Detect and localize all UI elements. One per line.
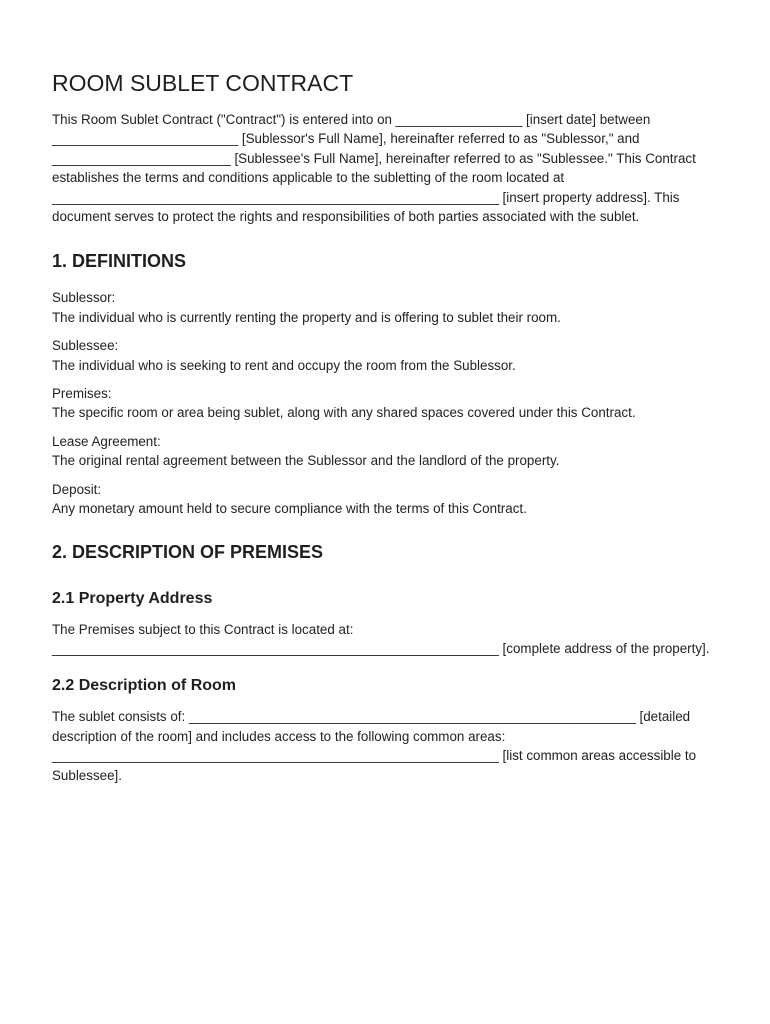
room-description-paragraph: The sublet consists of: ____________________________________________________________ [detailed description of the room] and includes access to the following common areas: ____________________________________________________________ [list common areas accessible to Sublessee]. [52, 709, 697, 783]
definition-deposit [52, 480, 718, 519]
document-title: ROOM SUBLET CONTRACT [52, 70, 354, 96]
definition-sublessee [52, 336, 718, 375]
definition-term: Deposit: [52, 481, 102, 497]
definitions-heading: 1. DEFINITIONS [52, 251, 187, 272]
definition-text: The specific room or area being sublet, along with any shared spaces covered under this Contract. [52, 405, 636, 421]
definition-text: The individual who is seeking to rent and occupy the room from the Sublessor. [52, 357, 516, 373]
definition-sublessor [52, 288, 718, 327]
definition-lease-agreement [52, 432, 718, 471]
definition-premises [52, 384, 718, 423]
definition-term: Premises: [52, 386, 112, 402]
intro-paragraph: This Room Sublet Contract ("Contract") is entered into on _________________ [insert date] between _________________________ [Sublessor's Full Name], hereinafter referred to as "Sublessor," and ________________________ [Sublessee's Full Name], hereinafter referred to as "Sublessee." This Contract establishes the terms and conditions applicable to the subletting of the room located at ____________________________________________________________ [insert property address]. This document serves to protect the rights and responsibilities of both parties associated with the sublet. [52, 112, 696, 225]
definition-text: The individual who is currently renting the property and is offering to sublet their room. [52, 309, 561, 325]
definition-text: Any monetary amount held to secure compliance with the terms of this Contract. [52, 501, 527, 517]
premises-heading: 2. DESCRIPTION OF PREMISES [52, 541, 324, 562]
definition-term: Lease Agreement: [52, 433, 161, 449]
definition-term: Sublessor: [52, 290, 116, 306]
property-address-heading: 2.1 Property Address [52, 589, 213, 607]
definition-text: The original rental agreement between the Sublessor and the landlord of the property. [52, 453, 560, 469]
property-address-paragraph: The Premises subject to this Contract is located at: ____________________________________________________________ [complete address of the property]. [52, 621, 710, 656]
room-description-heading: 2.2 Description of Room [52, 677, 237, 695]
definition-term: Sublessee: [52, 338, 119, 354]
